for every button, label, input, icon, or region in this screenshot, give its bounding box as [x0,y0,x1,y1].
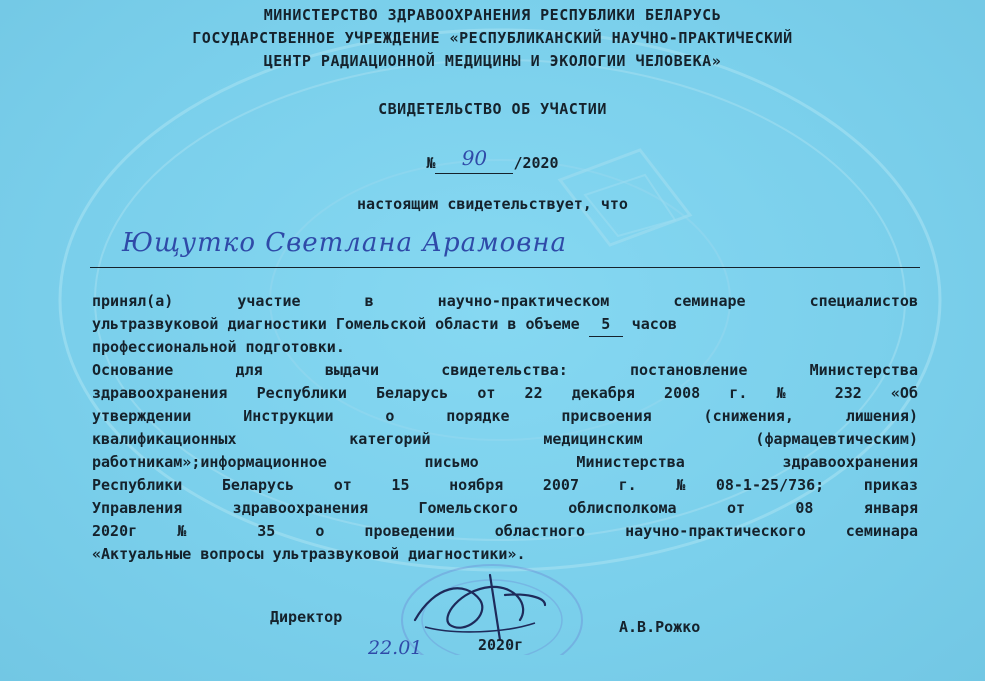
recipient-name-handwritten: Ющутко Светлана Арамовна [122,228,568,258]
body-line: «Актуальные вопросы ультразвуковой диагностики». [92,545,526,563]
body-line: 2020г № 35 о проведении областного научно-практического семинара [92,522,918,540]
body-line: принял(а) участие в научно-практическом семинаре специалистов [92,292,918,310]
number-handwritten: 90 [461,146,488,170]
signature-year: 2020г [478,636,524,654]
certificate-number [0,146,985,174]
body-line: квалификационных категорий медицинским (фармацевтическим) [92,430,918,448]
body-line: здравоохранения Республики Беларусь от 22 декабря 2008 г. № 232 «Об [92,384,918,402]
number-suffix: /2020 [513,154,559,172]
signature-role: Директор [270,608,343,626]
body-line: утверждении Инструкции о порядке присвоения (снижения, лишения) [92,407,918,425]
body-line: Основание для выдачи свидетельства: постановление Министерства [92,361,918,379]
number-prefix: № [426,154,436,172]
certifies-text: настоящим свидетельствует, что [357,195,628,213]
signature-date-handwritten: 22.01 [368,637,423,659]
header-institution-line1: ГОСУДАРСТВЕННОЕ УЧРЕЖДЕНИЕ «РЕСПУБЛИКАНСКИЙ НАУЧНО-ПРАКТИЧЕСКИЙ [192,29,793,47]
header-ministry: МИНИСТЕРСТВО ЗДРАВООХРАНЕНИЯ РЕСПУБЛИКИ БЕЛАРУСЬ [263,6,722,24]
signature-name: А.В.Рожко [619,618,701,636]
participation-paragraph [92,290,918,566]
hours-field: 5 [589,313,623,337]
certificate-title: СВИДЕТЕЛЬСТВО ОБ УЧАСТИИ [378,100,607,118]
body-line: работникам»;информационное письмо Министерства здравоохранения [92,453,918,471]
body-line: Управления здравоохранения Гомельского облисполкома от 08 января [92,499,918,517]
body-line-hours [92,313,918,336]
recipient-name-line [90,267,920,268]
body-line: профессиональной подготовки. [92,338,345,356]
body-line: Республики Беларусь от 15 ноября 2007 г. №08-1-25/736; приказ [92,476,918,494]
body-text: часов [631,315,677,333]
header-institution-line2: ЦЕНТР РАДИАЦИОННОЙ МЕДИЦИНЫ И ЭКОЛОГИИ ЧЕЛОВЕКА» [263,52,722,70]
number-field [435,146,513,174]
body-text: ультразвуковой диагностики Гомельской области в объеме [92,315,580,333]
